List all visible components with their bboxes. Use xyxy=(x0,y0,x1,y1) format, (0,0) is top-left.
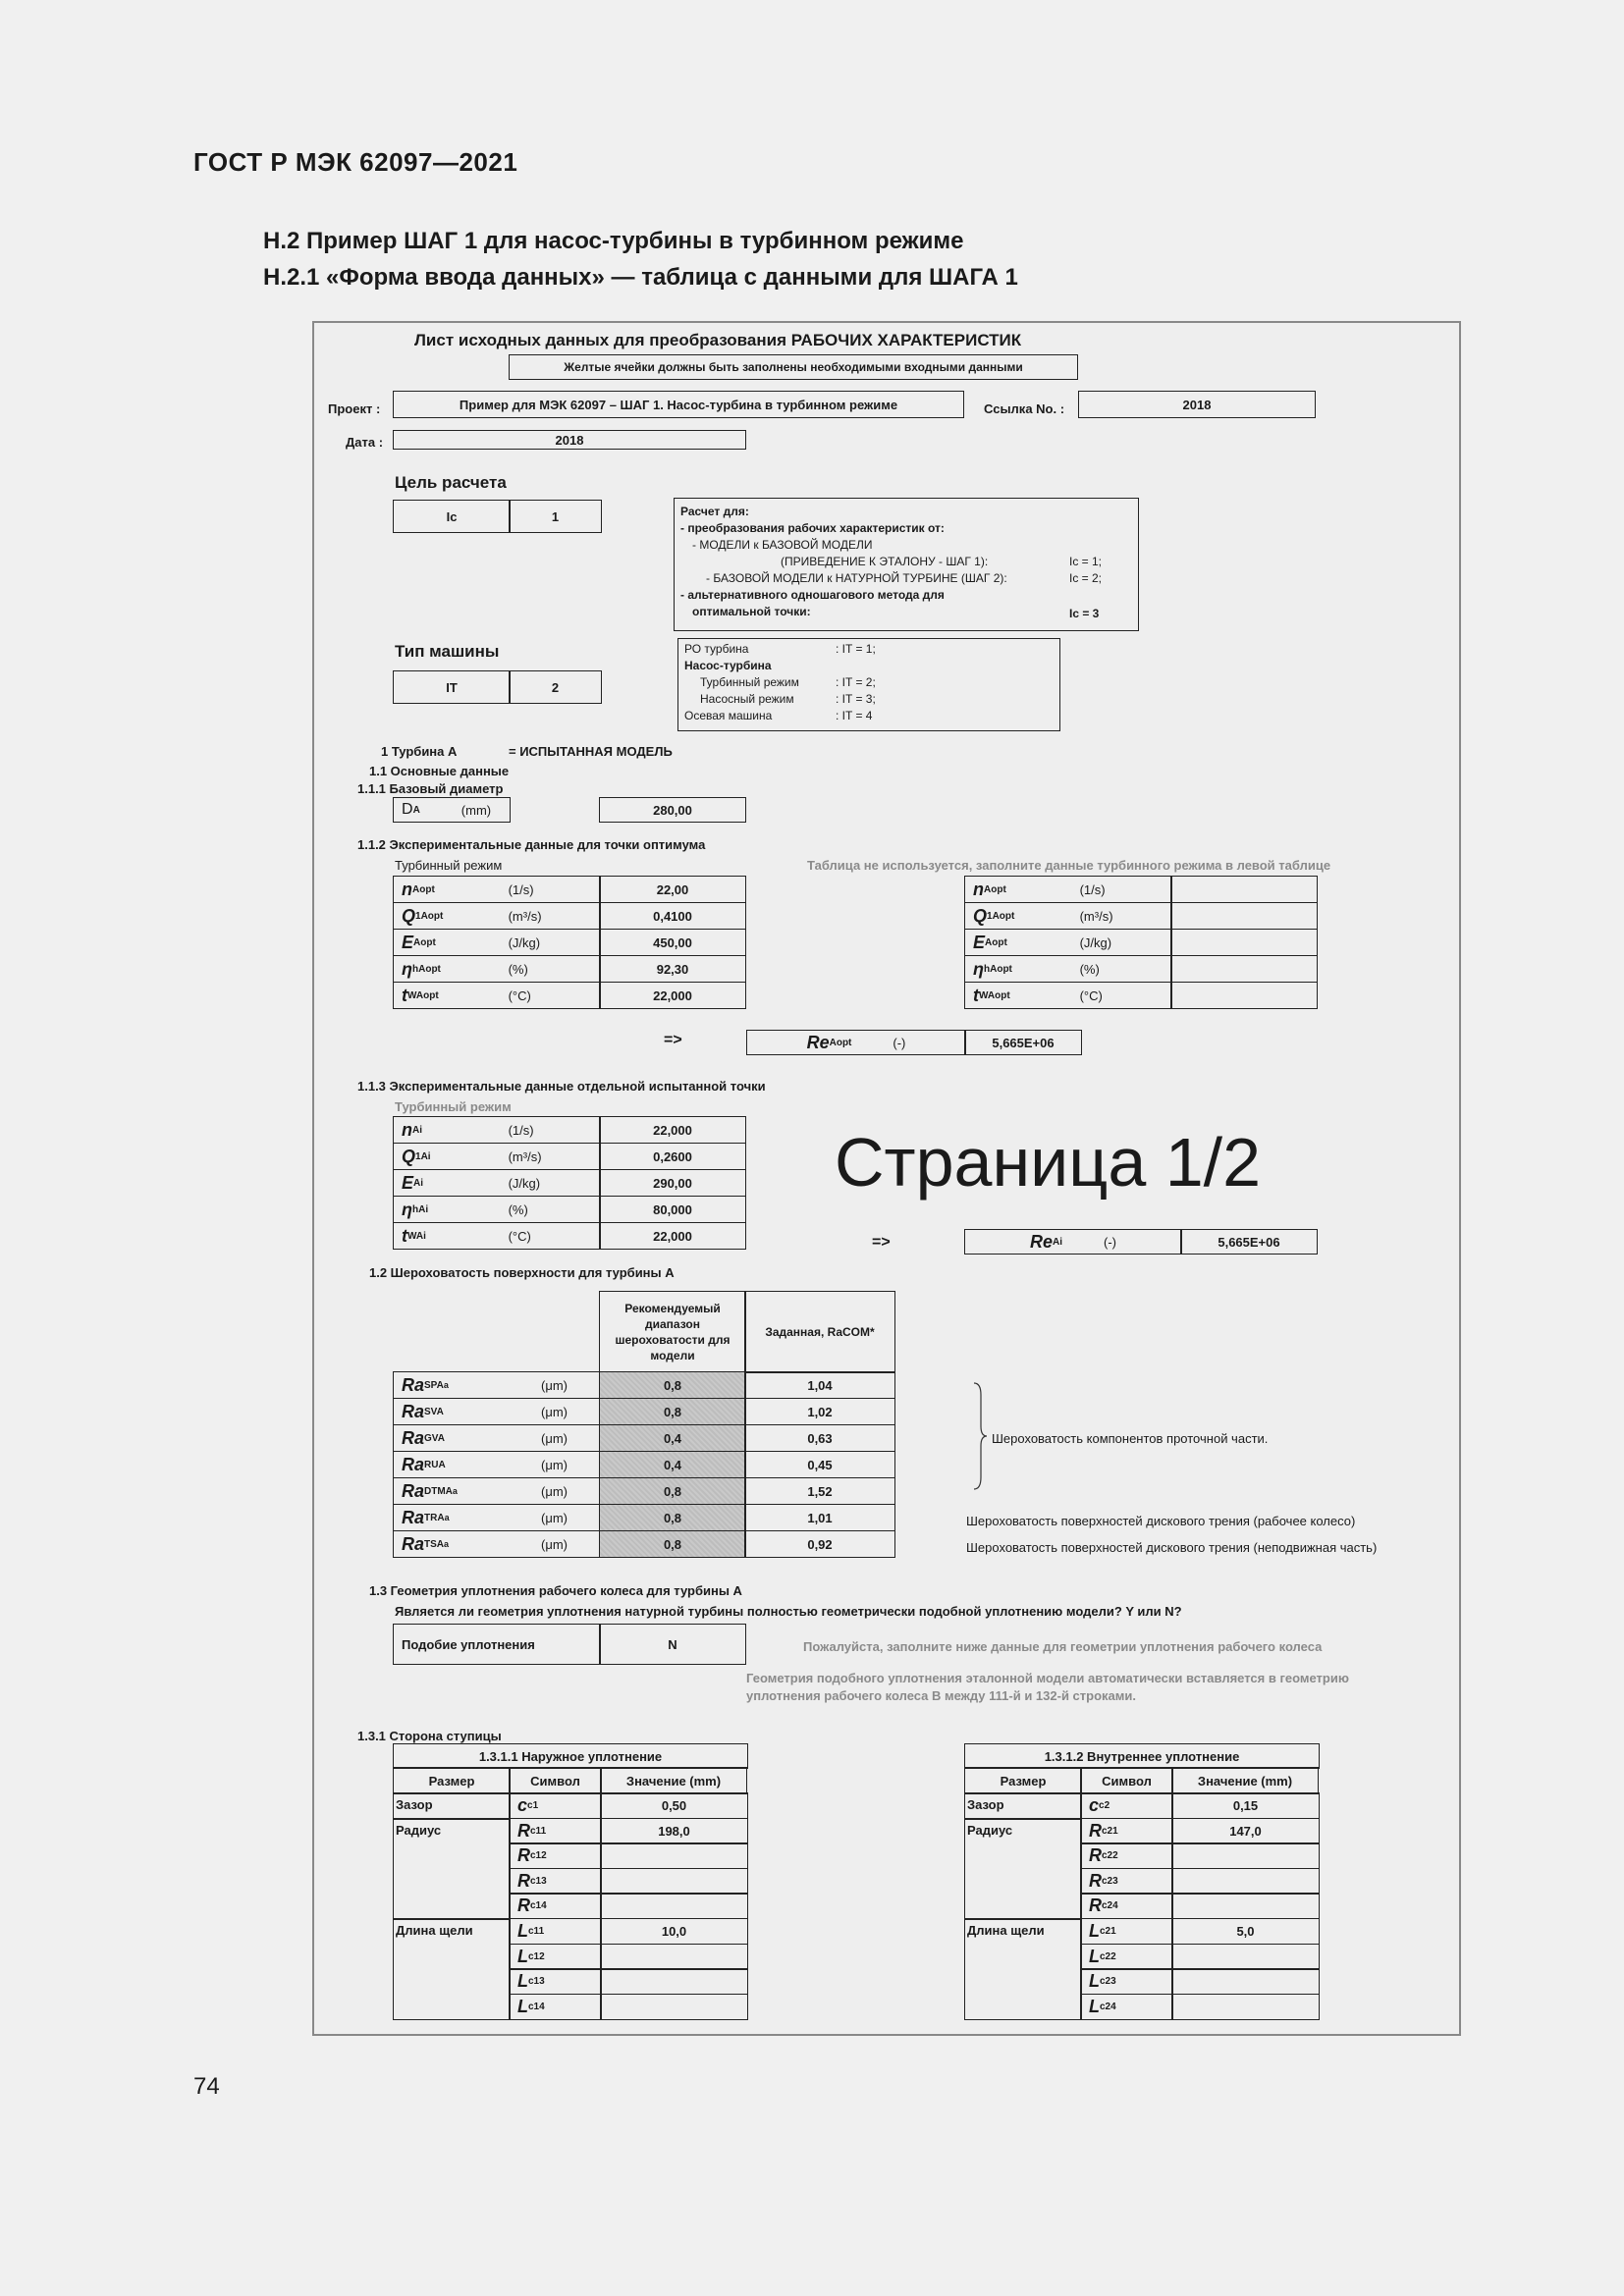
machine-info-line: : IT = 3; xyxy=(836,692,876,706)
seal-sub: c2 xyxy=(1099,1800,1110,1811)
param-symbol: Q xyxy=(402,1146,416,1166)
re-aopt-unit: (-) xyxy=(893,1035,906,1050)
param-symbol: E xyxy=(402,1172,414,1193)
seal-symbol-cell xyxy=(1080,1842,1173,1869)
seal-symbol: R xyxy=(517,1845,530,1866)
seal-symbol-cell xyxy=(1080,1893,1173,1919)
section-1-1-2: 1.1.2 Экспериментальные данные для точки оптимума xyxy=(357,837,706,852)
da-symbol: D xyxy=(402,801,413,818)
param-sub: 1Aopt xyxy=(415,910,444,922)
section-1-3: 1.3 Геометрия уплотнения рабочего колеса для турбины А xyxy=(369,1583,742,1598)
machine-info-line: РО турбина xyxy=(684,642,749,656)
rough-unit: (μm) xyxy=(541,1430,568,1446)
seal-value-cell[interactable]: 198,0 xyxy=(600,1818,748,1844)
seal-sub: c13 xyxy=(528,1976,545,1988)
param-sub: Aopt xyxy=(984,883,1006,895)
seal-table-title: 1.3.1.2 Внутреннее уплотнение xyxy=(964,1743,1320,1769)
it-value-cell[interactable]: 2 xyxy=(509,670,602,704)
seal-symbol: L xyxy=(1089,1946,1100,1966)
seal-symbol-cell xyxy=(1080,1818,1173,1844)
param-unit: (%) xyxy=(508,1201,528,1217)
param-value-cell[interactable]: 80,000 xyxy=(599,1196,746,1223)
seal-value-cell[interactable] xyxy=(1171,1842,1320,1869)
seal-symbol-cell xyxy=(1080,1868,1173,1895)
param-value-cell[interactable] xyxy=(1170,876,1318,903)
param-unit: (m³/s) xyxy=(508,1148,542,1164)
calc-info-line: Ic = 1; xyxy=(1069,555,1103,568)
param-unit: (1/s) xyxy=(508,881,534,897)
page-stamp: Страница 1/2 xyxy=(835,1124,1262,1201)
rough-sup: a xyxy=(452,1486,458,1496)
rough-symbol: Ra xyxy=(402,1401,425,1421)
turbine-mode-label: Турбинный режим xyxy=(395,858,503,873)
param-value-cell[interactable]: 0,4100 xyxy=(599,902,746,930)
data-input-sheet xyxy=(312,321,1461,2036)
calc-info-line: - МОДЕЛИ к БАЗОВОЙ МОДЕЛИ xyxy=(692,538,873,552)
param-unit: (m³/s) xyxy=(1079,908,1113,924)
seal-symbol: R xyxy=(1089,1870,1102,1891)
rough-symbol: Ra xyxy=(402,1427,425,1448)
param-value-cell[interactable] xyxy=(1170,955,1318,983)
seal-value-cell[interactable] xyxy=(600,1893,748,1919)
rough-recommended-cell: 0,8 xyxy=(599,1504,746,1531)
rough-recommended-cell: 0,4 xyxy=(599,1451,746,1478)
seal-sub: c23 xyxy=(1102,1875,1118,1887)
seal-sub: c23 xyxy=(1100,1976,1116,1988)
rough-label-cell xyxy=(393,1371,601,1399)
param-value-cell[interactable]: 92,30 xyxy=(599,955,746,983)
seal-question: Является ли геометрия уплотнения натурной турбины полностью геометрически подобной уплотнению модели? Y или N? xyxy=(395,1604,1182,1619)
seal-size-group: Радиус xyxy=(393,1818,511,1920)
document-header: ГОСТ Р МЭК 62097—2021 xyxy=(193,147,518,177)
calc-info-box xyxy=(674,498,1139,631)
rough-sup: a xyxy=(443,1380,449,1390)
param-sub: hAopt xyxy=(984,963,1012,975)
rough-sub: GVA xyxy=(424,1432,445,1444)
seal-value-cell[interactable] xyxy=(1171,1944,1320,1970)
seal-symbol: R xyxy=(1089,1820,1102,1841)
seal-symbol-cell xyxy=(1080,1994,1173,2020)
page-number: 74 xyxy=(193,2073,220,2100)
param-label-cell xyxy=(393,1222,601,1250)
rough-recommended-cell: 0,8 xyxy=(599,1398,746,1425)
rough-head-line: диапазон xyxy=(645,1317,700,1331)
seal-symbol: L xyxy=(1089,1971,1100,1992)
seal-table-title: 1.3.1.1 Наружное уплотнение xyxy=(393,1743,748,1769)
calc-info-line: оптимальной точки: xyxy=(692,605,811,618)
param-value-cell[interactable]: 450,00 xyxy=(599,929,746,956)
rough-symbol: Ra xyxy=(402,1533,425,1554)
param-sub: Ai xyxy=(412,1124,422,1136)
seal-sub: c24 xyxy=(1102,1900,1118,1912)
param-label-cell xyxy=(964,955,1172,983)
ic-label-cell: Ic xyxy=(393,500,511,533)
seal-column-header: Размер xyxy=(964,1767,1082,1794)
date-label: Дата : xyxy=(346,435,384,450)
re-aopt-symbol: Re xyxy=(806,1032,830,1052)
seal-note-2: Геометрия подобного уплотнения эталонной модели автоматически вставляется в геометрию xyxy=(746,1671,1349,1685)
seal-symbol-cell xyxy=(509,1918,602,1945)
param-symbol: n xyxy=(402,879,412,899)
rough-unit: (μm) xyxy=(541,1457,568,1472)
seal-value-cell[interactable]: 0,50 xyxy=(600,1792,748,1819)
machine-info-line: : IT = 2; xyxy=(836,675,876,689)
param-label-cell xyxy=(964,929,1172,956)
seal-symbol-cell xyxy=(509,1944,602,1970)
param-value-cell[interactable] xyxy=(1170,929,1318,956)
project-field[interactable]: Пример для МЭК 62097 – ШАГ 1. Насос-турбина в турбинном режиме xyxy=(393,391,964,418)
rough-symbol: Ra xyxy=(402,1480,425,1501)
seal-sub: c21 xyxy=(1102,1825,1118,1837)
machine-info-line: Насос-турбина xyxy=(684,659,772,672)
seal-sub: c22 xyxy=(1102,1850,1118,1862)
machine-info-line: Насосный режим xyxy=(700,692,794,706)
table-not-used-note: Таблица не используется, заполните данные турбинного режима в левой таблице xyxy=(807,858,1331,873)
param-symbol: t xyxy=(973,985,979,1005)
rough-unit: (μm) xyxy=(541,1536,568,1552)
seal-value-cell[interactable] xyxy=(1171,1893,1320,1919)
param-label-cell xyxy=(393,982,601,1009)
param-unit: (%) xyxy=(508,961,528,977)
seal-sub: c14 xyxy=(530,1900,547,1912)
arrow-2: => xyxy=(872,1234,891,1251)
rough-sub: DTMA xyxy=(424,1485,453,1497)
seal-size-group: Длина щели xyxy=(964,1918,1082,2020)
section-1-1: 1.1 Основные данные xyxy=(369,764,510,778)
rough-head-set: Заданная, RaCOM* xyxy=(744,1291,895,1373)
seal-column-header: Символ xyxy=(509,1767,602,1794)
turbine-mode-label-2: Турбинный режим xyxy=(395,1099,512,1114)
section-1-tested: = ИСПЫТАННАЯ МОДЕЛЬ xyxy=(509,744,673,759)
param-symbol: Q xyxy=(973,905,988,926)
re-ai-label-cell xyxy=(964,1229,1182,1255)
seal-symbol: R xyxy=(517,1820,530,1841)
rough-head-line: Рекомендуемый xyxy=(624,1302,721,1315)
seal-symbol: L xyxy=(517,1946,528,1966)
re-ai-symbol: Re xyxy=(1029,1231,1053,1252)
rough-note-fixed: Шероховатость поверхностей дискового трения (неподвижная часть) xyxy=(966,1540,1378,1555)
seal-value-cell[interactable]: 10,0 xyxy=(600,1918,748,1945)
section-1-2: 1.2 Шероховатость поверхности для турбины А xyxy=(369,1265,675,1280)
calc-goal-title: Цель расчета xyxy=(395,473,507,492)
date-field[interactable]: 2018 xyxy=(393,430,746,450)
param-sub: Aopt xyxy=(412,883,435,895)
rough-label-cell xyxy=(393,1398,601,1425)
seal-symbol: c xyxy=(1089,1795,1100,1815)
param-unit: (1/s) xyxy=(1079,881,1106,897)
rough-head-line: модели xyxy=(650,1349,695,1362)
seal-sub: c11 xyxy=(530,1825,547,1837)
reference-label: Ссылка No. : xyxy=(984,401,1065,416)
rough-value-cell[interactable]: 0,92 xyxy=(744,1530,895,1558)
rough-value-cell[interactable]: 0,63 xyxy=(744,1424,895,1452)
seal-symbol: c xyxy=(517,1795,528,1815)
machine-info-line: Осевая машина xyxy=(684,709,773,722)
da-label-cell xyxy=(393,797,511,823)
seal-column-header: Размер xyxy=(393,1767,511,1794)
rough-head-recommended xyxy=(599,1291,746,1373)
seal-note-3: уплотнения рабочего колеса В между 111-й и 132-й строками. xyxy=(746,1688,1136,1703)
calc-info-line: - преобразования рабочих характеристик от: xyxy=(680,521,945,535)
param-sub: Aopt xyxy=(985,936,1007,948)
brace-icon xyxy=(972,1381,988,1491)
it-label-cell: IT xyxy=(393,670,511,704)
yellow-note: Желтые ячейки должны быть заполнены необходимыми входными данными xyxy=(509,354,1078,380)
seal-size-group: Радиус xyxy=(964,1818,1082,1920)
seal-symbol-cell xyxy=(1080,1968,1173,1995)
param-sub: WAopt xyxy=(407,989,439,1001)
rough-value-cell[interactable]: 0,45 xyxy=(744,1451,895,1478)
seal-symbol: L xyxy=(517,1921,528,1941)
rough-label-cell xyxy=(393,1451,601,1478)
rough-note-flow: Шероховатость компонентов проточной части. xyxy=(992,1431,1269,1446)
rough-head-line: шероховатости для xyxy=(615,1333,731,1347)
re-aopt-sub: Aopt xyxy=(829,1037,852,1048)
re-aopt-value-cell: 5,665E+06 xyxy=(964,1030,1082,1055)
da-value-cell[interactable]: 280,00 xyxy=(599,797,746,823)
param-label-cell xyxy=(964,982,1172,1009)
param-label-cell xyxy=(393,1143,601,1170)
param-value-cell[interactable] xyxy=(1170,982,1318,1009)
rough-value-cell[interactable]: 1,04 xyxy=(744,1371,895,1399)
seal-symbol-cell xyxy=(509,1818,602,1844)
calc-info-line: Ic = 2; xyxy=(1069,571,1103,585)
section-1-title: 1 Турбина А xyxy=(381,744,458,759)
seal-similarity-value[interactable]: N xyxy=(599,1624,746,1665)
param-label-cell xyxy=(964,876,1172,903)
rough-symbol: Ra xyxy=(402,1507,425,1527)
rough-recommended-cell: 0,4 xyxy=(599,1424,746,1452)
calc-info-line: (ПРИВЕДЕНИЕ К ЭТАЛОНУ - ШАГ 1): xyxy=(781,555,989,568)
seal-sub: c11 xyxy=(528,1926,545,1937)
param-value-cell[interactable] xyxy=(1170,902,1318,930)
seal-symbol: R xyxy=(517,1870,530,1891)
param-value-cell[interactable]: 0,2600 xyxy=(599,1143,746,1170)
seal-sub: c13 xyxy=(530,1875,547,1887)
param-label-cell xyxy=(393,902,601,930)
param-symbol: t xyxy=(402,1225,407,1246)
param-unit: (J/kg) xyxy=(1079,934,1112,950)
param-symbol: E xyxy=(402,932,414,952)
machine-info-line: : IT = 1; xyxy=(836,642,876,656)
param-value-cell[interactable]: 22,00 xyxy=(599,876,746,903)
param-unit: (°C) xyxy=(1079,988,1103,1003)
seal-value-cell[interactable] xyxy=(1171,1968,1320,1995)
seal-size-group: Длина щели xyxy=(393,1918,511,2020)
seal-value-cell[interactable] xyxy=(600,1868,748,1895)
param-sub: Ai xyxy=(413,1177,424,1189)
param-unit: (J/kg) xyxy=(508,934,541,950)
machine-info-box xyxy=(677,638,1060,731)
seal-value-cell[interactable] xyxy=(600,1968,748,1995)
calc-info-line: Расчет для: xyxy=(680,505,749,518)
rough-label-cell xyxy=(393,1424,601,1452)
re-ai-sub: Ai xyxy=(1053,1236,1062,1248)
param-unit: (°C) xyxy=(508,1228,531,1244)
seal-symbol-cell xyxy=(1080,1918,1173,1945)
seal-symbol: R xyxy=(1089,1896,1102,1916)
param-label-cell xyxy=(393,929,601,956)
rough-sub: TSA xyxy=(424,1538,445,1550)
param-symbol: Q xyxy=(402,905,416,926)
param-label-cell xyxy=(393,1169,601,1197)
calc-info-line: - БАЗОВОЙ МОДЕЛИ к НАТУРНОЙ ТУРБИНЕ (ШАГ 2): xyxy=(706,571,1007,585)
re-ai-unit: (-) xyxy=(1104,1234,1116,1250)
seal-value-cell[interactable] xyxy=(600,1944,748,1970)
seal-column-header: Символ xyxy=(1080,1767,1173,1794)
seal-symbol: R xyxy=(1089,1845,1102,1866)
re-aopt-label-cell xyxy=(746,1030,966,1055)
seal-column-header: Значение (mm) xyxy=(1171,1767,1319,1794)
machine-info-line: Турбинный режим xyxy=(700,675,799,689)
section-heading-h21: Н.2.1 «Форма ввода данных» — таблица с данными для ШАГА 1 xyxy=(263,264,1018,291)
param-unit: (1/s) xyxy=(508,1122,534,1138)
section-1-1-1: 1.1.1 Базовый диаметр xyxy=(357,781,504,796)
rough-recommended-cell: 0,8 xyxy=(599,1530,746,1558)
seal-similarity-label: Подобие уплотнения xyxy=(393,1624,601,1665)
param-unit: (J/kg) xyxy=(508,1175,541,1191)
param-value-cell[interactable]: 22,000 xyxy=(599,1116,746,1144)
seal-symbol: L xyxy=(1089,1996,1100,2016)
param-symbol: η xyxy=(973,958,984,979)
machine-type-title: Тип машины xyxy=(395,642,500,661)
param-value-cell[interactable]: 22,000 xyxy=(599,982,746,1009)
machine-info-line: : IT = 4 xyxy=(836,709,873,722)
param-unit: (°C) xyxy=(508,988,531,1003)
seal-value-cell[interactable]: 0,15 xyxy=(1171,1792,1320,1819)
seal-symbol: R xyxy=(517,1896,530,1916)
seal-value-cell[interactable] xyxy=(1171,1994,1320,2020)
param-sub: 1Ai xyxy=(415,1150,431,1162)
project-label: Проект : xyxy=(328,401,381,416)
calc-info-line: - альтернативного одношагового метода для xyxy=(680,588,945,602)
param-sub: WAopt xyxy=(979,989,1010,1001)
rough-value-cell[interactable]: 1,01 xyxy=(744,1504,895,1531)
seal-symbol-cell xyxy=(509,1868,602,1895)
da-sub: A xyxy=(412,804,420,816)
rough-label-cell xyxy=(393,1477,601,1505)
param-value-cell[interactable]: 22,000 xyxy=(599,1222,746,1250)
seal-size-group: Зазор xyxy=(393,1792,511,1820)
rough-sub: SPA xyxy=(424,1379,444,1391)
rough-recommended-cell: 0,8 xyxy=(599,1371,746,1399)
seal-sub: c14 xyxy=(528,2001,545,2012)
rough-unit: (μm) xyxy=(541,1404,568,1419)
param-label-cell xyxy=(393,1196,601,1223)
param-symbol: η xyxy=(402,958,412,979)
rough-sup: a xyxy=(444,1513,450,1522)
rough-note-runner: Шероховатость поверхностей дискового трения (рабочее колесо) xyxy=(966,1514,1356,1528)
seal-sub: c12 xyxy=(530,1850,547,1862)
param-label-cell xyxy=(964,902,1172,930)
param-unit: (%) xyxy=(1079,961,1100,977)
da-unit: (mm) xyxy=(460,802,492,818)
seal-symbol-cell xyxy=(509,1994,602,2020)
section-heading-h2: Н.2 Пример ШАГ 1 для насос-турбины в турбинном режиме xyxy=(263,228,964,254)
rough-sub: SVA xyxy=(424,1406,444,1417)
rough-symbol: Ra xyxy=(402,1374,425,1395)
seal-symbol: L xyxy=(1089,1921,1100,1941)
seal-note-1: Пожалуйста, заполните ниже данные для геометрии уплотнения рабочего колеса xyxy=(803,1639,1323,1654)
section-1-1-3: 1.1.3 Экспериментальные данные отдельной испытанной точки xyxy=(357,1079,766,1094)
param-symbol: n xyxy=(402,1119,412,1140)
sheet-title: Лист исходных данных для преобразования РАБОЧИХ ХАРАКТЕРИСТИК xyxy=(414,331,1022,349)
param-value-cell[interactable]: 290,00 xyxy=(599,1169,746,1197)
seal-symbol-cell xyxy=(509,1792,602,1819)
seal-value-cell[interactable] xyxy=(600,1994,748,2020)
rough-value-cell[interactable]: 1,02 xyxy=(744,1398,895,1425)
param-sub: 1Aopt xyxy=(987,910,1015,922)
param-symbol: E xyxy=(973,932,986,952)
seal-symbol: L xyxy=(517,1996,528,2016)
param-label-cell xyxy=(393,876,601,903)
rough-sub: RUA xyxy=(424,1459,446,1470)
param-label-cell xyxy=(393,955,601,983)
section-1-3-1: 1.3.1 Сторона ступицы xyxy=(357,1729,502,1743)
calc-info-line: Ic = 3 xyxy=(1069,607,1100,620)
rough-recommended-cell: 0,8 xyxy=(599,1477,746,1505)
seal-value-cell[interactable] xyxy=(1171,1868,1320,1895)
rough-label-cell xyxy=(393,1530,601,1558)
rough-value-cell[interactable]: 1,52 xyxy=(744,1477,895,1505)
re-ai-value-cell: 5,665E+06 xyxy=(1180,1229,1318,1255)
seal-symbol-cell xyxy=(509,1842,602,1869)
rough-unit: (μm) xyxy=(541,1377,568,1393)
seal-symbol: L xyxy=(517,1971,528,1992)
param-unit: (m³/s) xyxy=(508,908,542,924)
seal-symbol-cell xyxy=(1080,1792,1173,1819)
param-symbol: n xyxy=(973,879,984,899)
reference-field[interactable]: 2018 xyxy=(1078,391,1316,418)
seal-column-header: Значение (mm) xyxy=(600,1767,747,1794)
param-label-cell xyxy=(393,1116,601,1144)
arrow-1: => xyxy=(664,1032,682,1048)
seal-sub: c24 xyxy=(1100,2001,1116,2012)
seal-value-cell[interactable]: 5,0 xyxy=(1171,1918,1320,1945)
seal-value-cell[interactable]: 147,0 xyxy=(1171,1818,1320,1844)
seal-sub: c22 xyxy=(1100,1950,1116,1962)
seal-sub: c1 xyxy=(527,1800,539,1811)
param-sub: Aopt xyxy=(413,936,436,948)
rough-symbol: Ra xyxy=(402,1454,425,1474)
seal-value-cell[interactable] xyxy=(600,1842,748,1869)
seal-symbol-cell xyxy=(1080,1944,1173,1970)
rough-unit: (μm) xyxy=(541,1483,568,1499)
seal-symbol-cell xyxy=(509,1893,602,1919)
seal-sub: c21 xyxy=(1100,1926,1116,1937)
seal-symbol-cell xyxy=(509,1968,602,1995)
seal-size-group: Зазор xyxy=(964,1792,1082,1820)
param-sub: hAopt xyxy=(412,963,441,975)
param-symbol: t xyxy=(402,985,407,1005)
seal-sub: c12 xyxy=(528,1950,545,1962)
rough-sup: a xyxy=(444,1539,450,1549)
ic-value-cell[interactable]: 1 xyxy=(509,500,602,533)
rough-label-cell xyxy=(393,1504,601,1531)
rough-sub: TRA xyxy=(424,1512,445,1523)
param-sub: hAi xyxy=(412,1203,429,1215)
param-symbol: η xyxy=(402,1199,412,1219)
param-sub: WAi xyxy=(407,1230,426,1242)
rough-unit: (μm) xyxy=(541,1510,568,1525)
